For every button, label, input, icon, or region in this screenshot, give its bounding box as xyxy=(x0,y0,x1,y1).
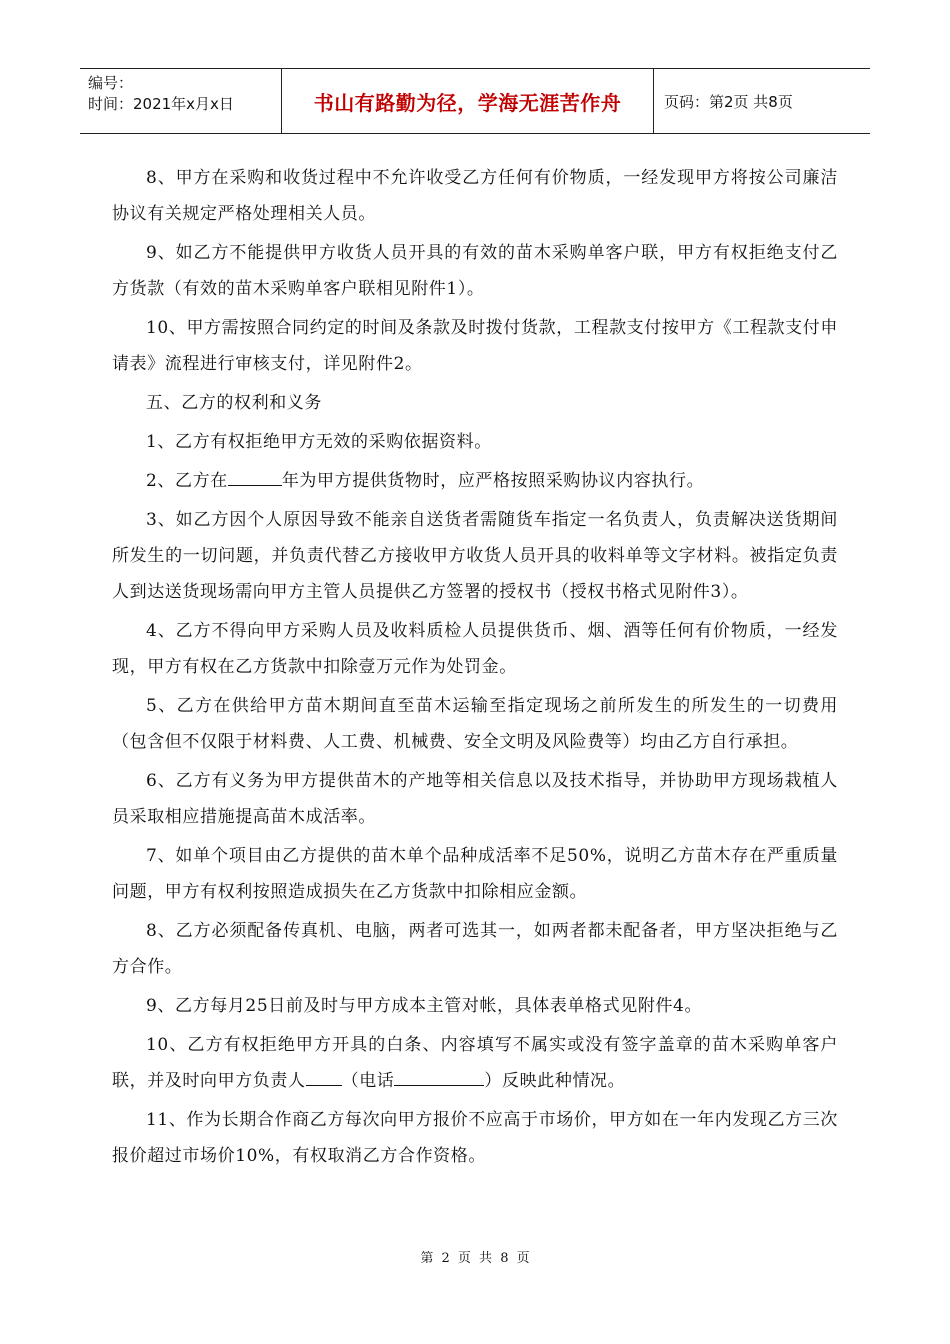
clause-text: 年为甲方提供货物时，应严格按照采购协议内容执行。 xyxy=(281,471,705,491)
page-number-label: 页码：第2页 共8页 xyxy=(664,92,793,111)
clause-paragraph: 3、如乙方因个人原因导致不能亲自送货者需随货车指定一名负责人，负责解决送货期间所发生的一切问题，并负责代替乙方接收甲方收货人员开具的收料单等文字材料。被指定负责人到达送货现场需向甲方主管人员提供乙方签署的授权书（授权书格式见附件3）。 xyxy=(112,510,838,602)
clause-paragraph: 11、作为长期合作商乙方每次向甲方报价不应高于市场价，甲方如在一年内发现乙方三次报价超过市场价10%，有权取消乙方合作资格。 xyxy=(112,1110,838,1166)
clause-paragraph: 9、乙方每月25日前及时与甲方成本主管对帐，具体表单格式见附件4。 xyxy=(146,996,703,1016)
clause-paragraph: 5、乙方在供给甲方苗木期间直至苗木运输至指定现场之前所发生的所发生的一切费用（包含但不仅限于材料费、人工费、机械费、安全文明及风险费等）均由乙方自行承担。 xyxy=(112,696,838,752)
fill-in-blank xyxy=(394,1065,484,1086)
clause-paragraph xyxy=(112,463,838,499)
header-motto-cell xyxy=(282,69,654,133)
document-body xyxy=(112,160,838,1174)
code-label: 编号： xyxy=(88,74,134,92)
time-label: 时间：2021年x月x日 xyxy=(88,95,234,113)
page-footer: 第 2 页 共 8 页 xyxy=(420,1251,530,1266)
clause-paragraph xyxy=(112,1027,838,1099)
clause-text: 10、乙方有权拒绝甲方开具的白条、内容填写不属实或没有签字盖章的苗木采购单客户联，并及时向甲方负责人 xyxy=(112,1035,838,1091)
clause-text: ）反映此种情况。 xyxy=(484,1071,626,1091)
section-heading: 五、乙方的权利和义务 xyxy=(146,393,322,413)
fill-in-blank xyxy=(306,1065,342,1086)
clause-paragraph: 10、甲方需按照合同约定的时间及条款及时拨付货款，工程款支付按甲方《工程款支付申请表》流程进行审核支付，详见附件2。 xyxy=(112,318,838,374)
clause-text: （电话 xyxy=(341,1071,395,1091)
clause-paragraph: 8、甲方在采购和收货过程中不允许收受乙方任何有价物质，一经发现甲方将按公司廉洁协议有关规定严格处理相关人员。 xyxy=(112,168,838,224)
clause-paragraph: 4、乙方不得向甲方采购人员及收料质检人员提供货币、烟、酒等任何有价物质，一经发现，甲方有权在乙方货款中扣除壹万元作为处罚金。 xyxy=(112,621,838,677)
clause-text: 2、乙方在 xyxy=(146,471,228,491)
clause-paragraph: 9、如乙方不能提供甲方收货人员开具的有效的苗木采购单客户联，甲方有权拒绝支付乙方货款（有效的苗木采购单客户联相见附件1）。 xyxy=(112,243,838,299)
header-meta xyxy=(80,69,282,133)
clause-paragraph: 8、乙方必须配备传真机、电脑，两者可选其一，如两者都未配备者，甲方坚决拒绝与乙方合作。 xyxy=(112,921,838,977)
fill-in-blank xyxy=(228,465,282,486)
page-header xyxy=(80,68,870,134)
motto-text: 书山有路勤为径，学海无涯苦作舟 xyxy=(313,90,622,115)
clause-paragraph: 6、乙方有义务为甲方提供苗木的产地等相关信息以及技术指导，并协助甲方现场栽植人员采取相应措施提高苗木成活率。 xyxy=(112,771,838,827)
clause-paragraph: 7、如单个项目由乙方提供的苗木单个品种成活率不足50%，说明乙方苗木存在严重质量问题，甲方有权利按照造成损失在乙方货款中扣除相应金额。 xyxy=(112,846,838,902)
clause-paragraph: 1、乙方有权拒绝甲方无效的采购依据资料。 xyxy=(146,432,492,452)
header-page-cell xyxy=(654,69,870,133)
